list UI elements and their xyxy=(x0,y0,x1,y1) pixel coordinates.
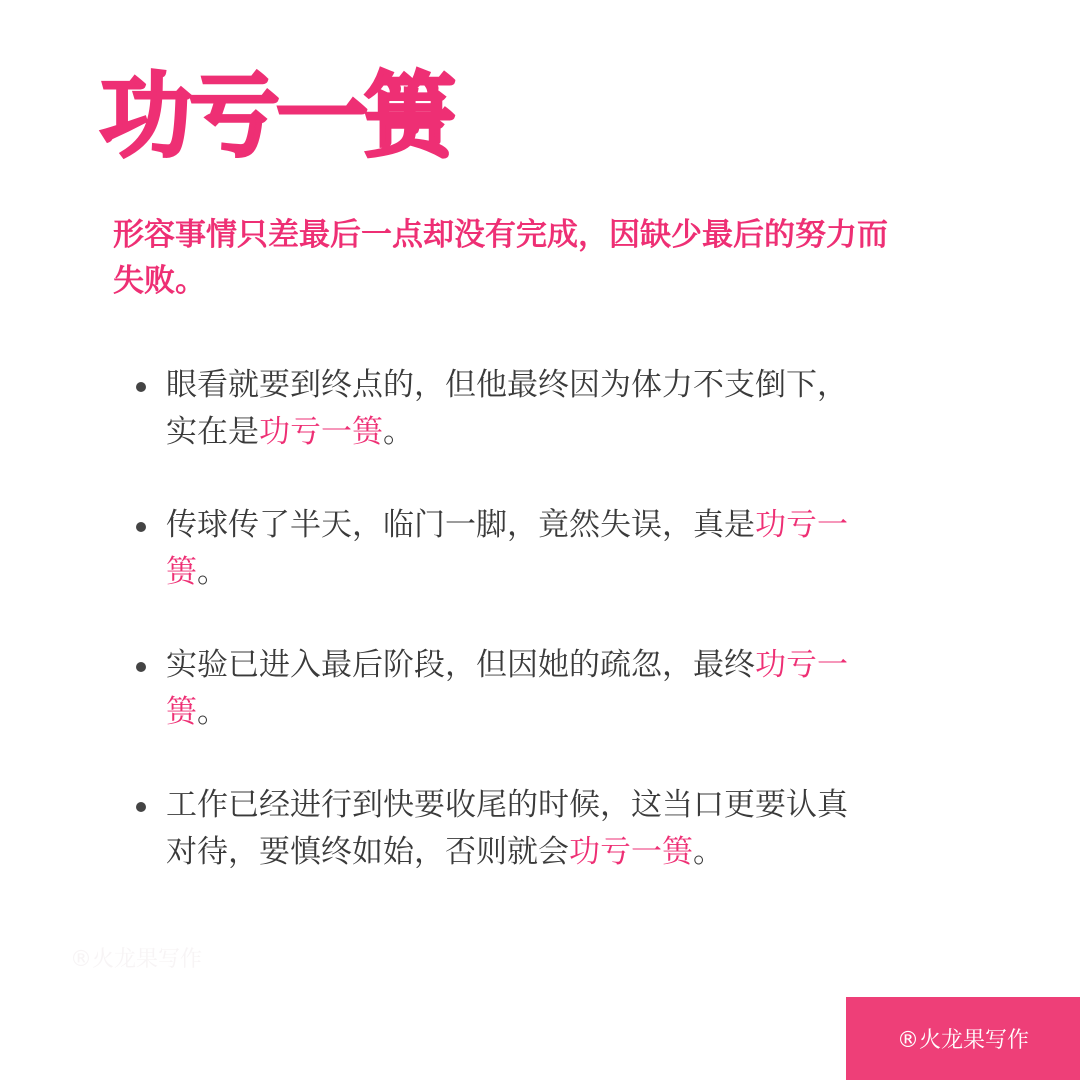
idiom-highlight: 功亏一篑 xyxy=(259,414,383,450)
definition-text: 形容事情只差最后一点却没有完成，因缺少最后的努力而失败。 xyxy=(113,217,888,299)
example-punctuation: 。 xyxy=(197,554,228,590)
idiom-highlight: 功亏一篑 xyxy=(166,507,848,590)
idiom-highlight: 功亏一篑 xyxy=(569,834,693,870)
bullet-icon xyxy=(136,382,146,392)
bullet-icon xyxy=(136,662,146,672)
example-item xyxy=(134,642,854,736)
brand-badge-label: ®火龙果写作 xyxy=(896,1028,1029,1053)
example-item xyxy=(134,782,854,876)
example-text: 工作已经进行到快要收尾的时候，这当口更要认真对待，要慎终如始，否则就会 xyxy=(166,787,848,870)
example-punctuation: 。 xyxy=(197,694,228,730)
watermark: ®火龙果写作 xyxy=(70,947,203,972)
example-punctuation: 。 xyxy=(693,834,724,870)
example-item xyxy=(134,502,854,596)
page-title: 功亏一篑 xyxy=(100,63,453,170)
example-punctuation: 。 xyxy=(383,414,414,450)
example-item xyxy=(134,362,854,456)
brand-badge xyxy=(846,997,1080,1080)
example-text: 眼看就要到终点的，但他最终因为体力不支倒下，实在是 xyxy=(166,367,848,450)
example-list xyxy=(134,362,854,922)
bullet-icon xyxy=(136,522,146,532)
example-text: 实验已进入最后阶段，但因她的疏忽，最终 xyxy=(166,647,755,683)
idiom-highlight: 功亏一篑 xyxy=(166,647,848,730)
example-text: 传球传了半天，临门一脚，竟然失误，真是 xyxy=(166,507,755,543)
bullet-icon xyxy=(136,802,146,812)
